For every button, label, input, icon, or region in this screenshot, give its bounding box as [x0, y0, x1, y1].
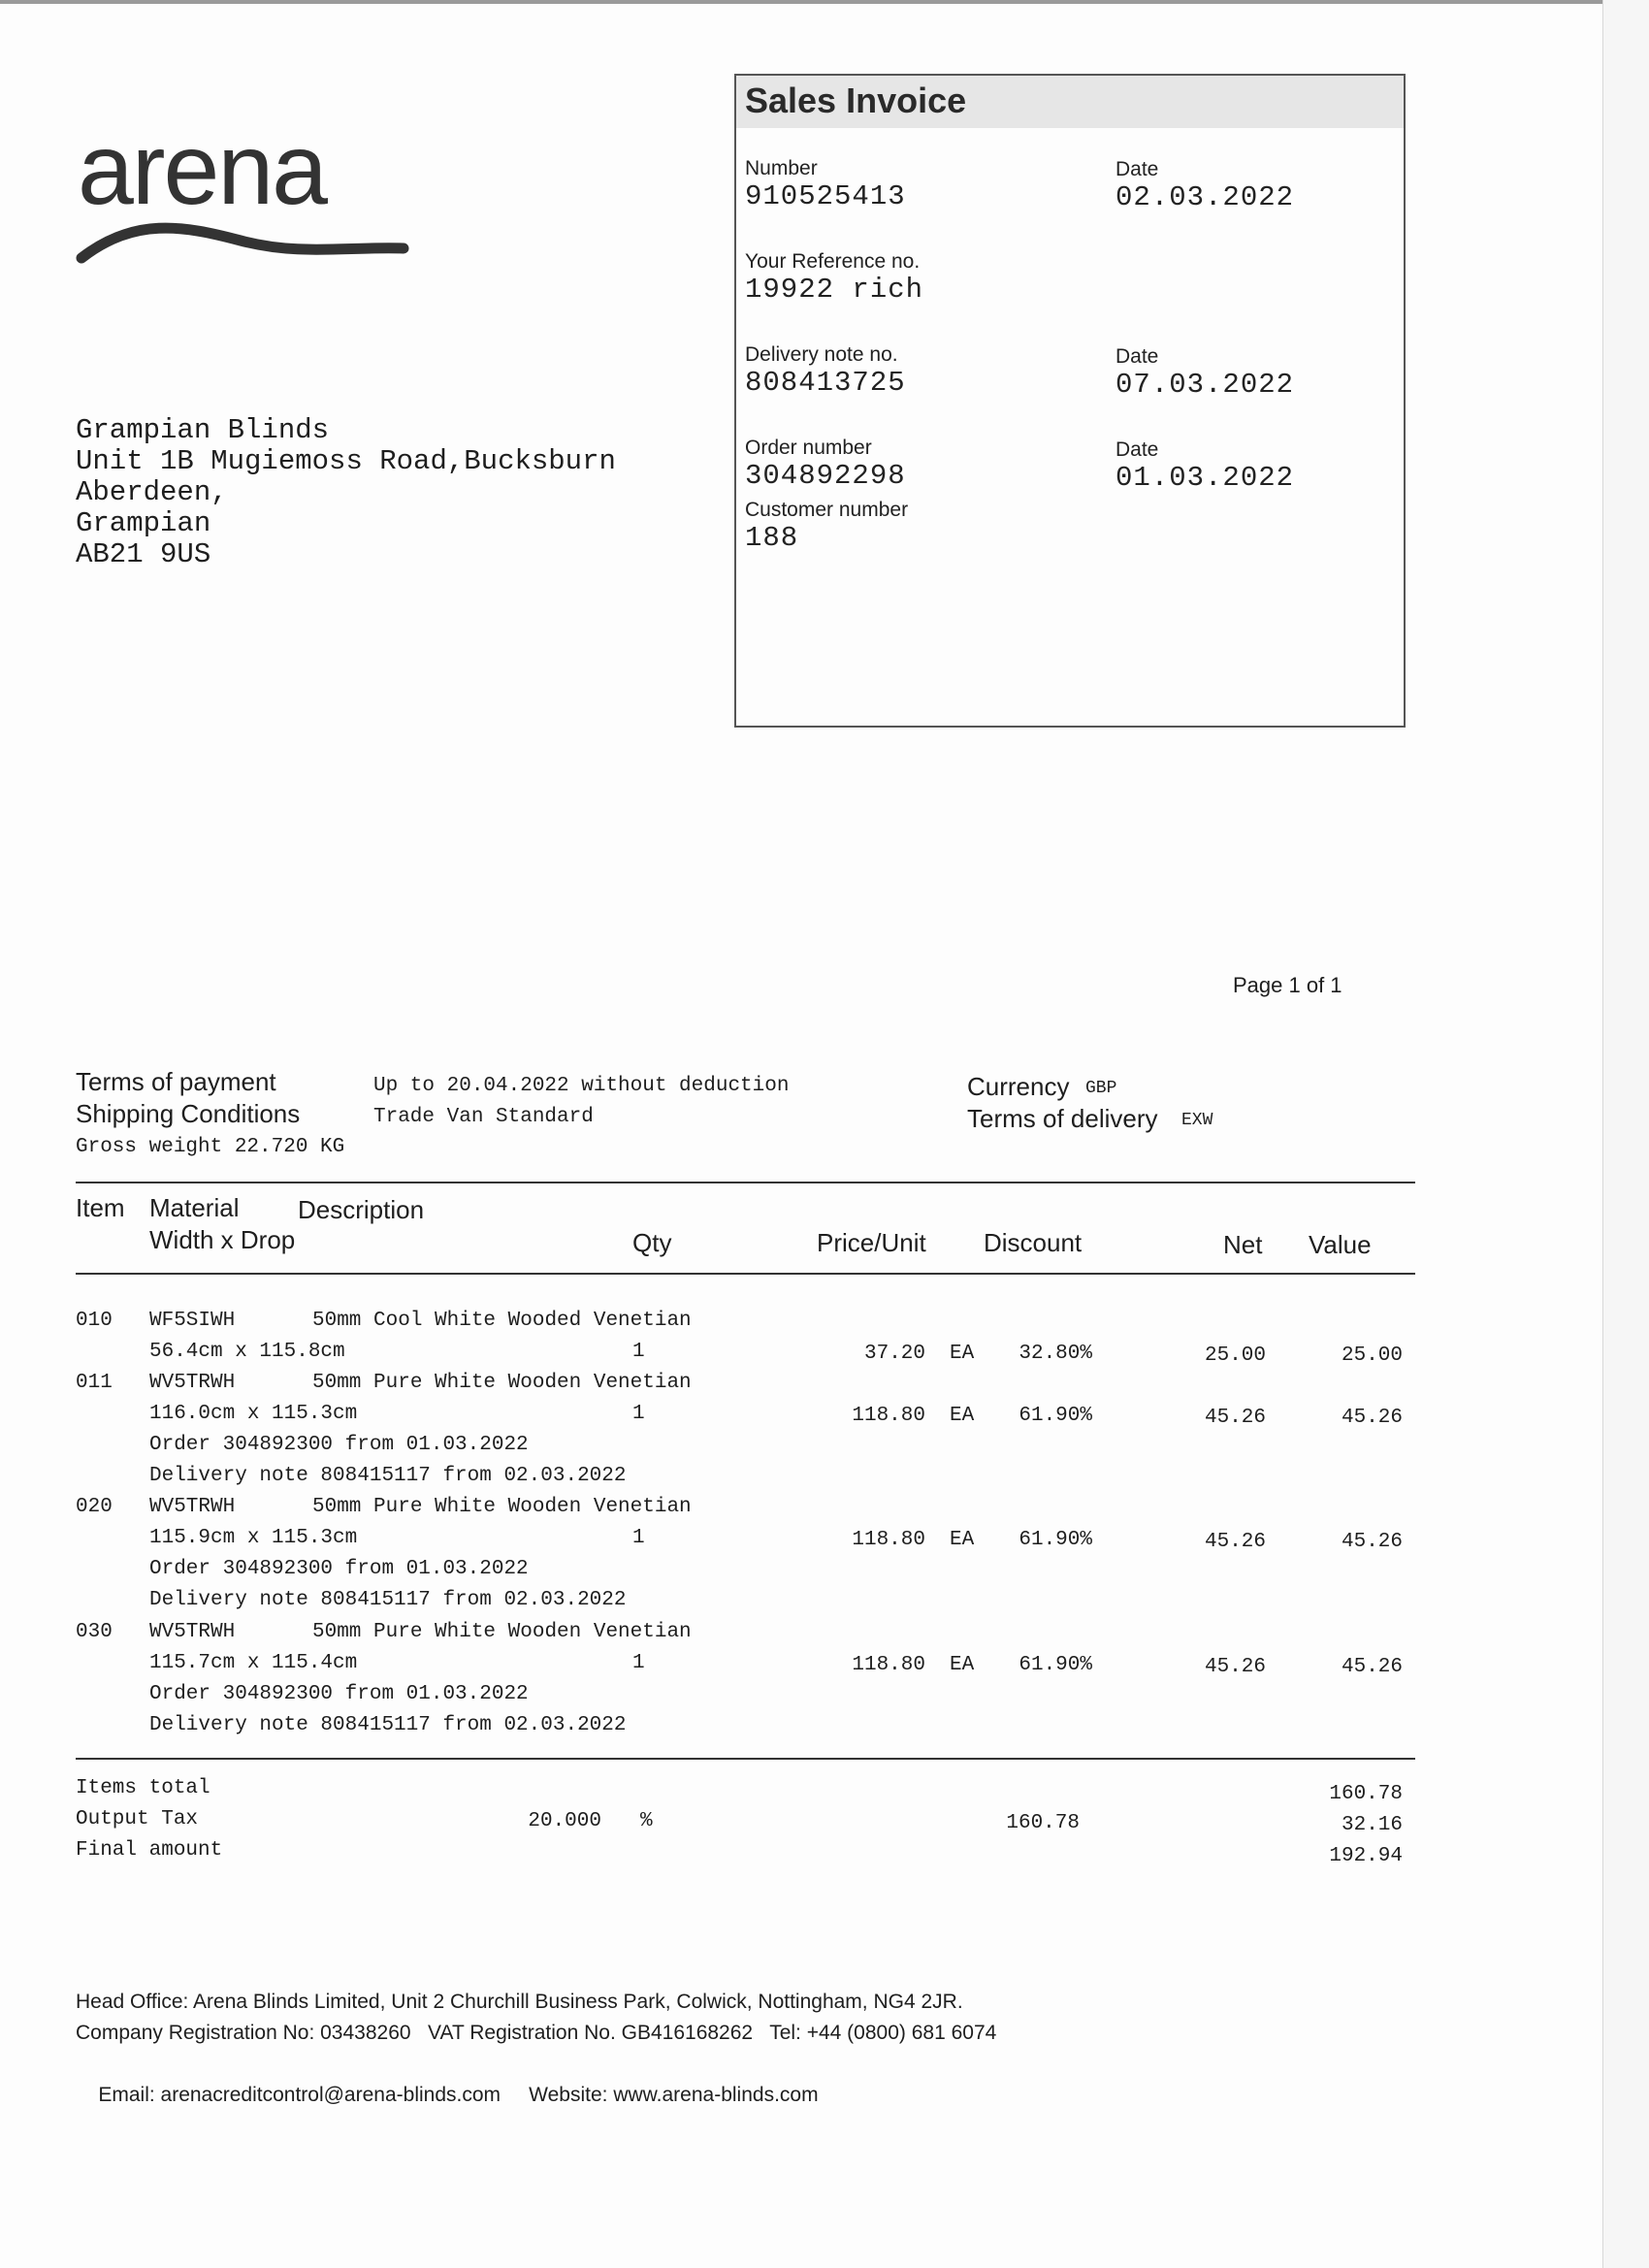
col-header-width-drop: Width x Drop: [149, 1225, 296, 1254]
item-unit: EA: [950, 1405, 975, 1427]
item-net: 45.26: [1204, 1656, 1266, 1678]
item-value: 45.26: [1341, 1407, 1403, 1429]
invoice-number-label: Number: [745, 157, 818, 179]
tax-amount: 32.16: [1341, 1814, 1403, 1836]
item-order-reference: Order 304892300 from 01.03.2022: [149, 1683, 529, 1705]
items-total-label: Items total: [76, 1777, 210, 1799]
recipient-line: Grampian: [76, 507, 211, 539]
col-header-discount: Discount: [984, 1228, 1083, 1257]
item-material: WV5TRWH: [149, 1496, 236, 1518]
footer-head-office: Head Office: Arena Blinds Limited, Unit 2 Churchill Business Park, Colwick, Nottingham, NG4 2JR.: [76, 1991, 963, 2013]
footer-contact-text: Email: arenacreditcontrol@arena-blinds.com Website: www.arena-blinds.com: [98, 2084, 819, 2106]
tax-percent-sign: %: [640, 1810, 653, 1832]
arena-logo: [76, 124, 410, 270]
reference-label: Your Reference no.: [745, 250, 921, 273]
item-order-reference: Order 304892300 from 01.03.2022: [149, 1558, 529, 1580]
gross-weight: Gross weight 22.720 KG: [76, 1136, 345, 1158]
item-size: 115.7cm x 115.4cm: [149, 1652, 358, 1674]
invoice-number: 910525413: [745, 180, 906, 212]
delivery-terms-value: EXW: [1181, 1111, 1213, 1130]
recipient-line: AB21 9US: [76, 538, 211, 570]
page-indicator: Page 1 of 1: [1233, 973, 1342, 997]
item-material: WF5SIWH: [149, 1310, 236, 1332]
scan-edge-top: [0, 0, 1649, 4]
tax-base: 160.78: [1006, 1812, 1080, 1834]
tax-rate: 20.000: [528, 1810, 601, 1832]
order-number: 304892298: [745, 460, 906, 492]
col-header-net: Net: [1223, 1230, 1263, 1259]
item-value: 25.00: [1341, 1345, 1403, 1367]
item-number: 030: [76, 1621, 113, 1643]
divider-line: [76, 1758, 1415, 1760]
scan-edge-right: [1602, 0, 1649, 2268]
item-delivery-reference: Delivery note 808415117 from 02.03.2022: [149, 1589, 627, 1611]
item-qty: 1: [632, 1341, 645, 1363]
delivery-note-label: Delivery note no.: [745, 343, 898, 366]
delivery-date-label: Date: [1116, 345, 1159, 368]
customer-number: 188: [745, 522, 799, 554]
item-description: 50mm Pure White Wooden Venetian: [312, 1621, 692, 1643]
item-unit: EA: [950, 1343, 975, 1365]
currency-value: GBP: [1085, 1079, 1117, 1098]
item-qty: 1: [632, 1652, 645, 1674]
invoice-date-label: Date: [1116, 158, 1159, 180]
item-discount: 61.90%: [1018, 1529, 1092, 1551]
final-amount-value: 192.94: [1329, 1845, 1403, 1867]
item-price: 37.20: [863, 1343, 925, 1365]
delivery-terms-label: Terms of delivery: [967, 1104, 1158, 1133]
item-net: 45.26: [1204, 1407, 1266, 1429]
shipping-conditions-label: Shipping Conditions: [76, 1099, 301, 1128]
divider-line: [76, 1182, 1415, 1183]
item-value: 45.26: [1341, 1531, 1403, 1553]
shipping-conditions-value: Trade Van Standard: [373, 1106, 594, 1128]
recipient-line: Grampian Blinds: [76, 414, 330, 446]
item-order-reference: Order 304892300 from 01.03.2022: [149, 1434, 529, 1456]
order-date-label: Date: [1116, 438, 1159, 461]
invoice-header-bar: [736, 76, 1404, 128]
recipient-address: [76, 415, 616, 570]
output-tax-label: Output Tax: [76, 1808, 199, 1831]
reference-value: 19922 rich: [745, 274, 924, 306]
item-size: 115.9cm x 115.3cm: [149, 1527, 358, 1549]
item-number: 010: [76, 1310, 113, 1332]
item-description: 50mm Pure White Wooden Venetian: [312, 1496, 692, 1518]
item-price: 118.80: [852, 1529, 925, 1551]
order-date: 01.03.2022: [1116, 462, 1295, 494]
item-delivery-reference: Delivery note 808415117 from 02.03.2022: [149, 1714, 627, 1736]
item-material: WV5TRWH: [149, 1621, 236, 1643]
item-discount: 61.90%: [1018, 1405, 1092, 1427]
item-description: 50mm Pure White Wooden Venetian: [312, 1372, 692, 1394]
item-material: WV5TRWH: [149, 1372, 236, 1394]
item-size: 116.0cm x 115.3cm: [149, 1403, 358, 1425]
footer-registration: Company Registration No: 03438260 VAT Registration No. GB416168262 Tel: +44 (0800) 681 6074: [76, 2022, 997, 2044]
invoice-date: 02.03.2022: [1116, 181, 1295, 213]
item-price: 118.80: [852, 1654, 925, 1676]
svg-text:arena: arena: [78, 124, 326, 226]
item-size: 56.4cm x 115.8cm: [149, 1341, 345, 1363]
item-number: 011: [76, 1372, 113, 1394]
item-discount: 32.80%: [1018, 1343, 1092, 1365]
payment-terms-value: Up to 20.04.2022 without deduction: [373, 1075, 790, 1097]
item-price: 118.80: [852, 1405, 925, 1427]
divider-line: [76, 1273, 1415, 1275]
invoice-details-box: [734, 74, 1406, 728]
recipient-line: Unit 1B Mugiemoss Road,Bucksburn: [76, 445, 616, 477]
item-unit: EA: [950, 1529, 975, 1551]
col-header-value: Value: [1309, 1230, 1372, 1259]
item-qty: 1: [632, 1527, 645, 1549]
invoice-title: Sales Invoice: [745, 81, 967, 120]
col-header-description: Description: [298, 1195, 425, 1224]
currency-label: Currency: [967, 1072, 1070, 1101]
delivery-date: 07.03.2022: [1116, 369, 1295, 401]
col-header-price-unit: Price/Unit: [817, 1228, 926, 1257]
col-header-qty: Qty: [632, 1228, 672, 1257]
col-header-material: Material: [149, 1193, 240, 1222]
order-number-label: Order number: [745, 437, 872, 459]
item-qty: 1: [632, 1403, 645, 1425]
item-discount: 61.90%: [1018, 1654, 1092, 1676]
final-amount-label: Final amount: [76, 1839, 223, 1862]
item-number: 020: [76, 1496, 113, 1518]
item-delivery-reference: Delivery note 808415117 from 02.03.2022: [149, 1465, 627, 1487]
items-total-value: 160.78: [1329, 1783, 1403, 1805]
item-description: 50mm Cool White Wooded Venetian: [312, 1310, 692, 1332]
customer-number-label: Customer number: [745, 499, 909, 521]
payment-terms-label: Terms of payment: [76, 1067, 276, 1096]
item-net: 45.26: [1204, 1531, 1266, 1553]
col-header-item: Item: [76, 1193, 125, 1222]
recipient-line: Aberdeen,: [76, 476, 228, 508]
item-unit: EA: [950, 1654, 975, 1676]
item-net: 25.00: [1204, 1345, 1266, 1367]
delivery-note-number: 808413725: [745, 367, 906, 399]
company-footer: [76, 1987, 996, 2142]
item-value: 45.26: [1341, 1656, 1403, 1678]
footer-contact: [76, 2049, 996, 2142]
